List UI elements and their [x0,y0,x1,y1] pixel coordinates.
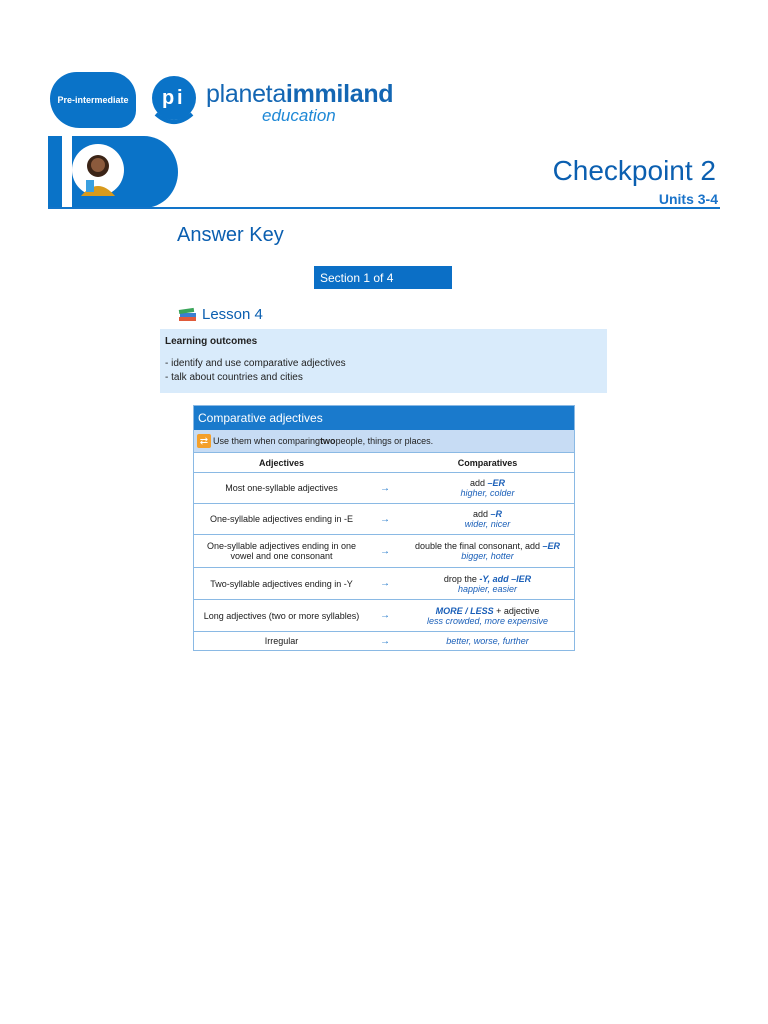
table-title: Comparative adjectives [194,406,574,430]
section-indicator: Section 1 of 4 [314,266,452,289]
row-adjective: Irregular [264,636,299,646]
level-badge: Pre-intermediate [50,72,136,128]
row-adjective: Long adjectives (two or more syllables) [203,610,360,621]
note-bold: two [320,436,336,446]
svg-text:p: p [162,87,175,109]
arrow-icon: → [380,635,390,647]
row-adjective: Most one-syllable adjectives [225,483,338,493]
examples: wider, nicer [464,519,511,529]
row-comparative [401,473,574,503]
rule-text: double the final consonant, add [414,541,543,551]
rule-text: add [469,478,488,488]
outcomes-heading: Learning outcomes [165,336,258,347]
rule-ending: –ER [487,478,506,488]
header-divider [48,207,720,209]
examples: better, worse, further [446,636,529,646]
units-label: Units 3-4 [658,191,718,207]
svg-text:i: i [177,87,183,109]
note-post: people, things or places. [335,436,434,446]
answer-key-heading: Answer Key [177,224,284,246]
outcome-item: - identify and use comparative adjectives [165,358,346,369]
row-comparative [401,535,574,567]
examples: less crowded, more expensive [426,615,549,626]
table-row [194,472,574,503]
table-row [194,503,574,534]
arrow-icon: → [380,545,390,557]
rule-text: drop the [443,573,480,584]
brand-light: planeta [206,80,286,108]
col-adjectives: Adjectives [258,457,305,468]
col-comparatives: Comparatives [457,457,518,468]
row-adjective: Two-syllable adjectives ending in -Y [210,578,353,589]
table-header-row [194,452,574,472]
arrow-icon: → [380,513,390,525]
pi-logo-icon [146,74,202,128]
checkpoint-title: Checkpoint 2 [552,155,716,186]
arrow-icon: → [380,482,390,494]
note-pre: Use them when comparing [213,436,321,446]
table-row [194,599,574,631]
comparatives-table [193,405,575,651]
books-icon [178,307,198,323]
row-comparative [401,568,574,599]
learning-outcomes [160,329,607,393]
hero-graphic [48,136,180,208]
table-row [194,567,574,599]
rule-ending: MORE / LESS [435,605,494,616]
table-row [194,631,574,650]
rule-post: + adjective [493,605,540,616]
brand-name [206,80,393,109]
row-adjective: One-syllable adjectives ending in one vowel and one consonant [206,541,357,561]
brand-subtitle: education [262,106,336,125]
rule-ending: -Y [479,573,488,584]
row-comparative [401,632,574,650]
examples: bigger, hotter [461,551,514,561]
arrow-icon: → [380,578,390,589]
rule-ending: –R [490,509,503,519]
row-comparative [401,600,574,631]
examples: higher, colder [460,488,515,498]
rule-ending: –ER [542,541,561,551]
outcome-item: - talk about countries and cities [165,372,303,383]
shuffle-icon: ⇄ [197,434,211,448]
brand-bold: immiland [285,80,394,108]
table-note [194,430,574,452]
rule-text: add [472,509,491,519]
rule-post: , add –IER [487,573,532,584]
row-adjective: One-syllable adjectives ending in -E [209,514,354,524]
table-row [194,534,574,567]
lesson-heading [178,306,263,323]
arrow-icon: → [380,610,390,621]
row-comparative [401,504,574,534]
lesson-label: Lesson 4 [202,306,263,323]
examples: happier, easier [457,583,518,594]
